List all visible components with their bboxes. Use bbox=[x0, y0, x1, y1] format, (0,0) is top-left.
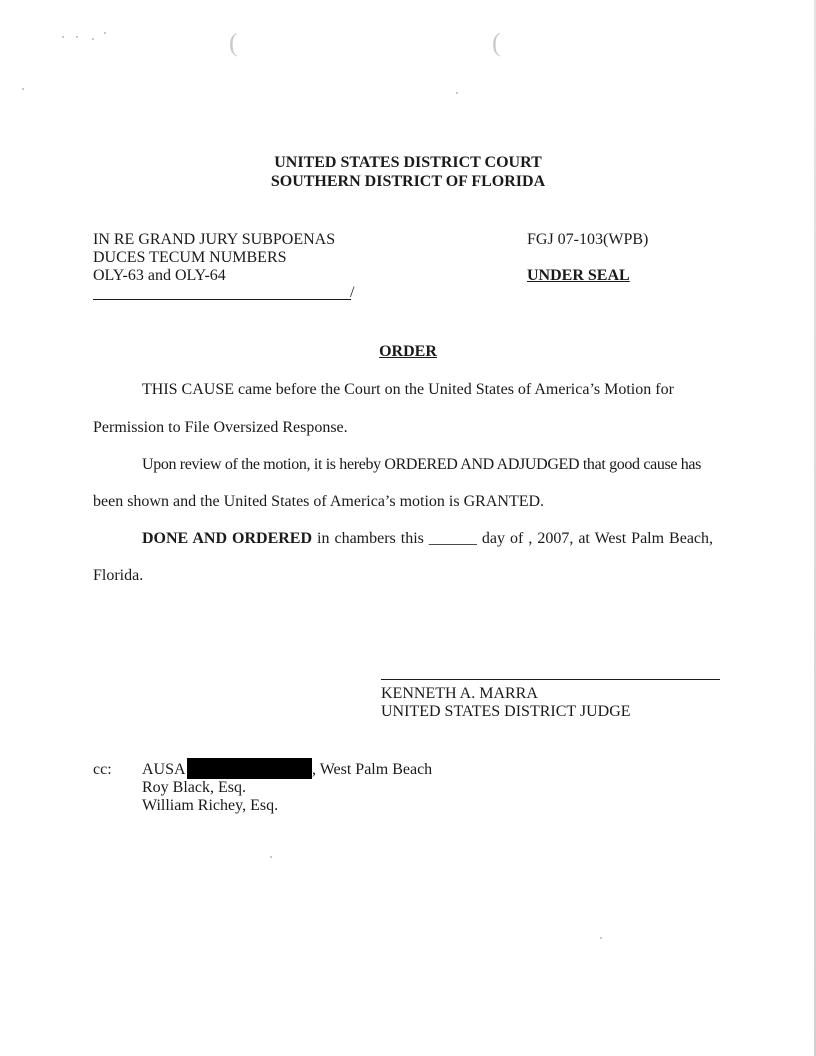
order-title: ORDER bbox=[379, 343, 437, 360]
under-seal: UNDER SEAL bbox=[527, 267, 630, 284]
cc-label: cc: bbox=[93, 761, 112, 778]
court-district: SOUTHERN DISTRICT OF FLORIDA bbox=[270, 173, 546, 190]
case-number: FGJ 07-103(WPB) bbox=[527, 231, 649, 248]
caption-line-2: DUCES TECUM NUMBERS bbox=[93, 249, 287, 266]
scan-artifact-mark: ( bbox=[492, 28, 501, 57]
caption-line-3: OLY-63 and OLY-64 bbox=[93, 267, 226, 284]
scan-speck bbox=[22, 88, 24, 90]
paragraph-2-line-1: Upon review of the motion, it is hereby ORDERED AND ADJUDGED that good cause has bbox=[142, 456, 702, 473]
scan-speck bbox=[104, 32, 106, 34]
judge-title: UNITED STATES DISTRICT JUDGE bbox=[381, 703, 631, 720]
signature-line bbox=[381, 679, 720, 680]
caption-rule bbox=[93, 299, 351, 300]
paragraph-3-line-1 bbox=[142, 529, 713, 548]
scan-artifact-mark: ( bbox=[229, 28, 238, 57]
scan-speck bbox=[456, 92, 458, 94]
scan-speck bbox=[270, 856, 272, 858]
paragraph-2-line-2: been shown and the United States of America’s motion is GRANTED. bbox=[93, 493, 545, 510]
cc-recipient-3: William Richey, Esq. bbox=[142, 797, 279, 814]
paragraph-3-text: in chambers this ______ day of , 2007, at West Palm Beach, bbox=[312, 530, 714, 547]
court-name: UNITED STATES DISTRICT COURT bbox=[274, 154, 542, 171]
done-and-ordered: DONE AND ORDERED bbox=[142, 530, 313, 547]
scan-speck bbox=[600, 937, 602, 939]
paragraph-1-line-2: Permission to File Oversized Response. bbox=[93, 419, 348, 436]
paragraph-1-line-1: THIS CAUSE came before the Court on the United States of America’s Motion for bbox=[142, 381, 674, 398]
cc-ausa-location: , West Palm Beach bbox=[312, 761, 433, 778]
cc-recipient-2: Roy Black, Esq. bbox=[142, 779, 246, 796]
scan-speck bbox=[92, 38, 94, 40]
cc-ausa: AUSA bbox=[142, 761, 186, 778]
judge-name: KENNETH A. MARRA bbox=[381, 685, 538, 702]
caption-slash: / bbox=[350, 284, 355, 301]
scan-speck bbox=[76, 36, 78, 38]
paragraph-3-line-2: Florida. bbox=[93, 567, 144, 584]
scan-speck bbox=[62, 36, 64, 38]
redaction-block bbox=[187, 758, 312, 779]
caption-line-1: IN RE GRAND JURY SUBPOENAS bbox=[93, 231, 336, 248]
